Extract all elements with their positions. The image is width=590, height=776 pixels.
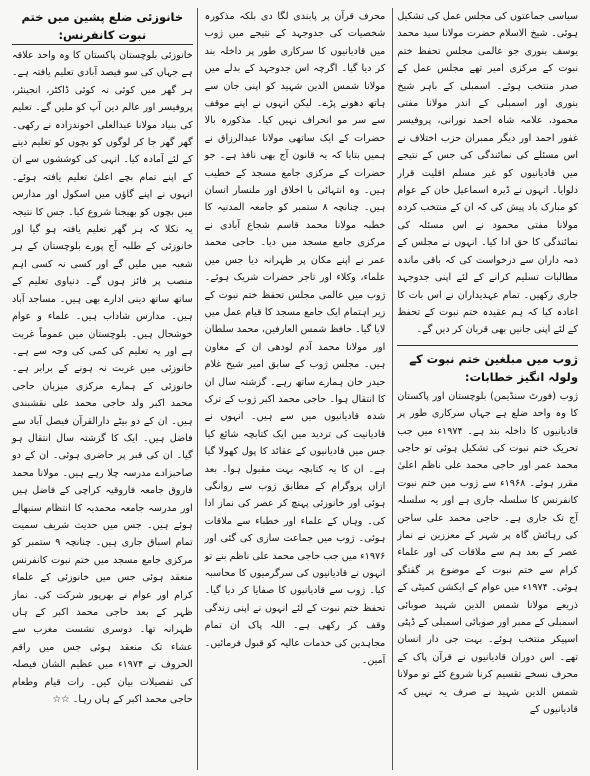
column-right: [393, 8, 582, 770]
section-subheading: ژوب میں مبلغین ختم نبوت کے ولولہ انگیز خطابات:: [397, 345, 578, 386]
column-middle: [201, 8, 390, 770]
article-paragraph: محرف قرآن پر پابندی لگا دی بلکہ مذکورہ شخصیات کی جدوجہد کے نتیجے میں ژوب میں قادیانیوں کا سرکاری طور پر داخلہ بند کر دیا گیا۔ اگرچہ اس جدوجہد کے بدلے میں مولانا شمس الدین شہید کو اپنی جان سے ہاتھ دھونے پڑے۔ لیکن انہوں نے اپنے موقف سے سر مو انحراف نہیں کیا۔ مذکورہ بالا حضرات کے ایک ساتھی مولانا عبدالرزاق نے ہمیں بتایا کہ یہ قانون آج بھی نافذ ہے۔ جو حضرات کے مرکزی جامع مسجد کے خطیب ہیں۔ وہ انتہائی با اخلاق اور ملنسار انسان ہیں۔ چنانچہ ۸ ستمبر کو جامعہ المدنیہ کا خطبہ مولانا محمد قاسم شجاع آبادی نے مرکزی جامع مسجد میں دیا۔ حاجی محمد عمر نے اپنے مکان پر ظہرانہ دیا جس میں علماء، وکلاء اور تاجر حضرات شریک ہوئے۔ ژوب میں عالمی مجلس تحفظ ختم نبوت کے زیر اہتمام ایک جامع مسجد کا قیام عمل میں لایا گیا۔ حافظ شمس العارفین، محمد سلطان اور مولانا محمد آدم لودھی ان کے معاون ہیں۔ مجلس ژوب کے سابق امیر شیخ غلام حیدر خان ہمارے ساتھ رہے۔ گزشتہ سال ان کا انتقال ہوا۔ حاجی محمد اکبر ژوب کے ترک شدہ قادیانیوں میں سے ہیں۔ انہوں نے قادیانیت کی تردید میں ایک کتابچہ شائع کیا جس میں قادیانیوں کے عقائد کا پول کھولا گیا ہے۔ ان کا یہ کتابچہ بہت مقبول ہوا۔ بعد ازاں پروگرام کے مطابق ژوب سے روانگی ہوئی اور خانوزئی پہنچ کر عصر کی نماز ادا کی۔ وہاں کے علماء اور خطباء سے ملاقات ہوئی۔ ژوب میں جماعت سازی کی گئی اور ۱۹۷۶ء میں جب حاجی محمد علی ناظم بنے تو انہوں نے قادیانیوں کی سرگرمیوں کا محاسبہ کیا۔ ژوب سے قادیانیوں کا صفایا کر دیا گیا۔ تحفظ ختم نبوت کے لئے انہوں نے اپنی زندگی وقف کر رکھی ہے۔ اللہ پاک ان تمام مجاہدین کی خدمات عالیہ کو قبول فرمائیں۔ آمین۔: [204, 11, 386, 667]
article-paragraph: ژوب (فورٹ سنڈیمن) بلوچستان اور پاکستان کا وہ واحد ضلع ہے جہاں سرکاری طور پر قادیانیوں کا داخلہ بند ہے۔ ۱۹۷۴ء میں جب تحریک ختم نبوت کی تشکیل ہوئی تو حاجی محمد عمر اور حاجی محمد علی ناظم اعلیٰ مقرر ہوئے۔ ۱۹۶۸ء سے ژوب میں ختم نبوت کانفرنس کا سلسلہ جاری ہے اور یہ سلسلہ آج تک جاری ہے۔ حاجی محمد علی ساجن کی رہائش گاہ پر شہر کے معززین نے نماز عصر کے بعد ہم سے ملاقات کی اور علماء کرام سے ختم نبوت کے موضوع پر گفتگو ہوئی۔ ۱۹۷۴ء میں عوام کے ایکشن کمیٹی کے ذریعے مولانا شمس الدین شہید صوبائی اسمبلی کے ممبر اور صوبائی اسمبلی کے ڈپٹی اسپیکر منتخب ہوئے۔ بہت جی دار انسان تھے۔ اس دوران قادیانیوں نے قرآن پاک کے محرف نسخے تقسیم کرنا شروع کئے تو مولانا شمس الدین شہید نے صرف یہ نہیں کہ قادیانیوں کے: [397, 390, 578, 716]
column-divider: [392, 8, 393, 770]
article-paragraph: خانوزئی بلوچستان پاکستان کا وہ واحد علاقہ ہے جہاں کی سو فیصد آبادی تعلیم یافتہ ہے۔ ہر گھر میں کوئی نہ کوئی ڈاکٹر، انجینئر، پروفیسر اور عالم دین آپ کو ملیں گے۔ تعلیم کی بنیاد مولانا عبدالعلی اخوندزادہ نے رکھی۔ گھر گھر جا کر لوگوں کو بچوں کو تعلیم دینے کے لئے آمادہ کیا۔ انہی کی کوششوں سے ان کے اپنے تمام بچے اعلیٰ تعلیم یافتہ ہوئے۔ انہوں نے اپنے گاؤں میں اسکول اور مدارس میں بچوں کو بھیجنا شروع کیا۔ جس کا نتیجہ یہ نکلا کہ ہر گھر تعلیم یافتہ ہو گیا اور خانوزئی کے طلبہ آج پورے بلوچستان کے ہر شعبہ میں ملیں گے اور کسی نہ کسی اہم منصب پر فائز ہوں گے۔ دنیاوی تعلیم کے ساتھ ساتھ دینی ادارے بھی ہیں۔ مساجد آباد ہیں۔ مدارس شاداب ہیں۔ علماء و عوام خوشحال ہیں۔ بلوچستان میں عموماً غربت ہے اور یہ تعلیم کی کمی کی وجہ سے ہے۔ خانوزئی میں غربت نہ ہونے کے برابر ہے۔ خانوزئی کے ہمارے مرکزی میزبان حاجی محمد اکبر ولد حاجی محمد علی نقشبندی ہیں۔ ان کے دو بیٹے دارالقرآن فیصل آباد سے فاضل ہیں۔ ایک کا گزشتہ سال انتقال ہو گیا۔ ان کی قبر پر حاضری ہوئی۔ ان کے دو صاحبزادے مدرسہ چلا رہے ہیں۔ مولانا محمد فاروق جامعہ فاروقیہ کراچی کے فاضل ہیں اور مدرسہ جامعہ محمدیہ کا انتظام سنبھالے ہوئے ہیں۔ جس میں حدیث شریف سمیت تمام اسباق جاری ہیں۔ چنانچہ ۹ ستمبر کو مرکزی جامع مسجد میں ختم نبوت کانفرنس منعقد ہوئی جس میں خانوزئی کے علماء کرام اور عوام نے بھرپور شرکت کی۔ نماز ظہر کے بعد حاجی محمد اکبر کے ہاں ظہرانہ تھا۔ دوسری نشست مغرب سے عشاء تک منعقد ہوئی جس میں راقم الحروف نے ۱۹۷۴ء میں عظیم الشان فیصلہ کی تفصیلات بیان کیں۔ رات قیام وطعام حاجی محمد اکبر کے ہاں رہا۔ ☆☆: [11, 50, 193, 706]
article-paragraph: سیاسی جماعتوں کی مجلس عمل کی تشکیل ہوئی۔ شیخ الاسلام حضرت مولانا سید محمد یوسف بنوری جو عالمی مجلس تحفظ ختم نبوت کے مرکزی امیر تھے مجلس عمل کے صدر منتخب ہوئے۔ اسمبلی کے باہر شیخ بنوری اور اسمبلی کے اندر مولانا مفتی محمود، علامہ شاہ احمد نورانی، پروفیسر غفور احمد اور دیگر ممبران حزب اختلاف نے اس مسئلے کی نمائندگی کی جس کے نتیجے میں قادیانیوں کو غیر مسلم اقلیت قرار دلوایا۔ انہوں نے ڈیرہ اسماعیل خان کے عوام کو مبارک باد پیش کی کہ ان کے منتخب کردہ مولانا مفتی محمود نے اس مسئلہ کی نمائندگی کا حق ادا کیا۔ انہوں نے مجلس کے ذمہ داران سے درخواست کی کہ باقی ماندہ مطالبات تسلیم کرانے کے لئے اپنی جدوجہد جاری رکھیں۔ تمام عہدیداران نے اس بات کا اعادہ کیا کہ ہم عقیدہ ختم نبوت کے تحفظ کے لئے اپنی جانیں بھی قربان کر دیں گے۔: [397, 11, 578, 336]
column-divider: [197, 8, 198, 770]
section-heading: خانوزئی ضلع پشین میں ختم نبوت کانفرنس:: [12, 8, 193, 45]
column-left: [8, 8, 197, 770]
